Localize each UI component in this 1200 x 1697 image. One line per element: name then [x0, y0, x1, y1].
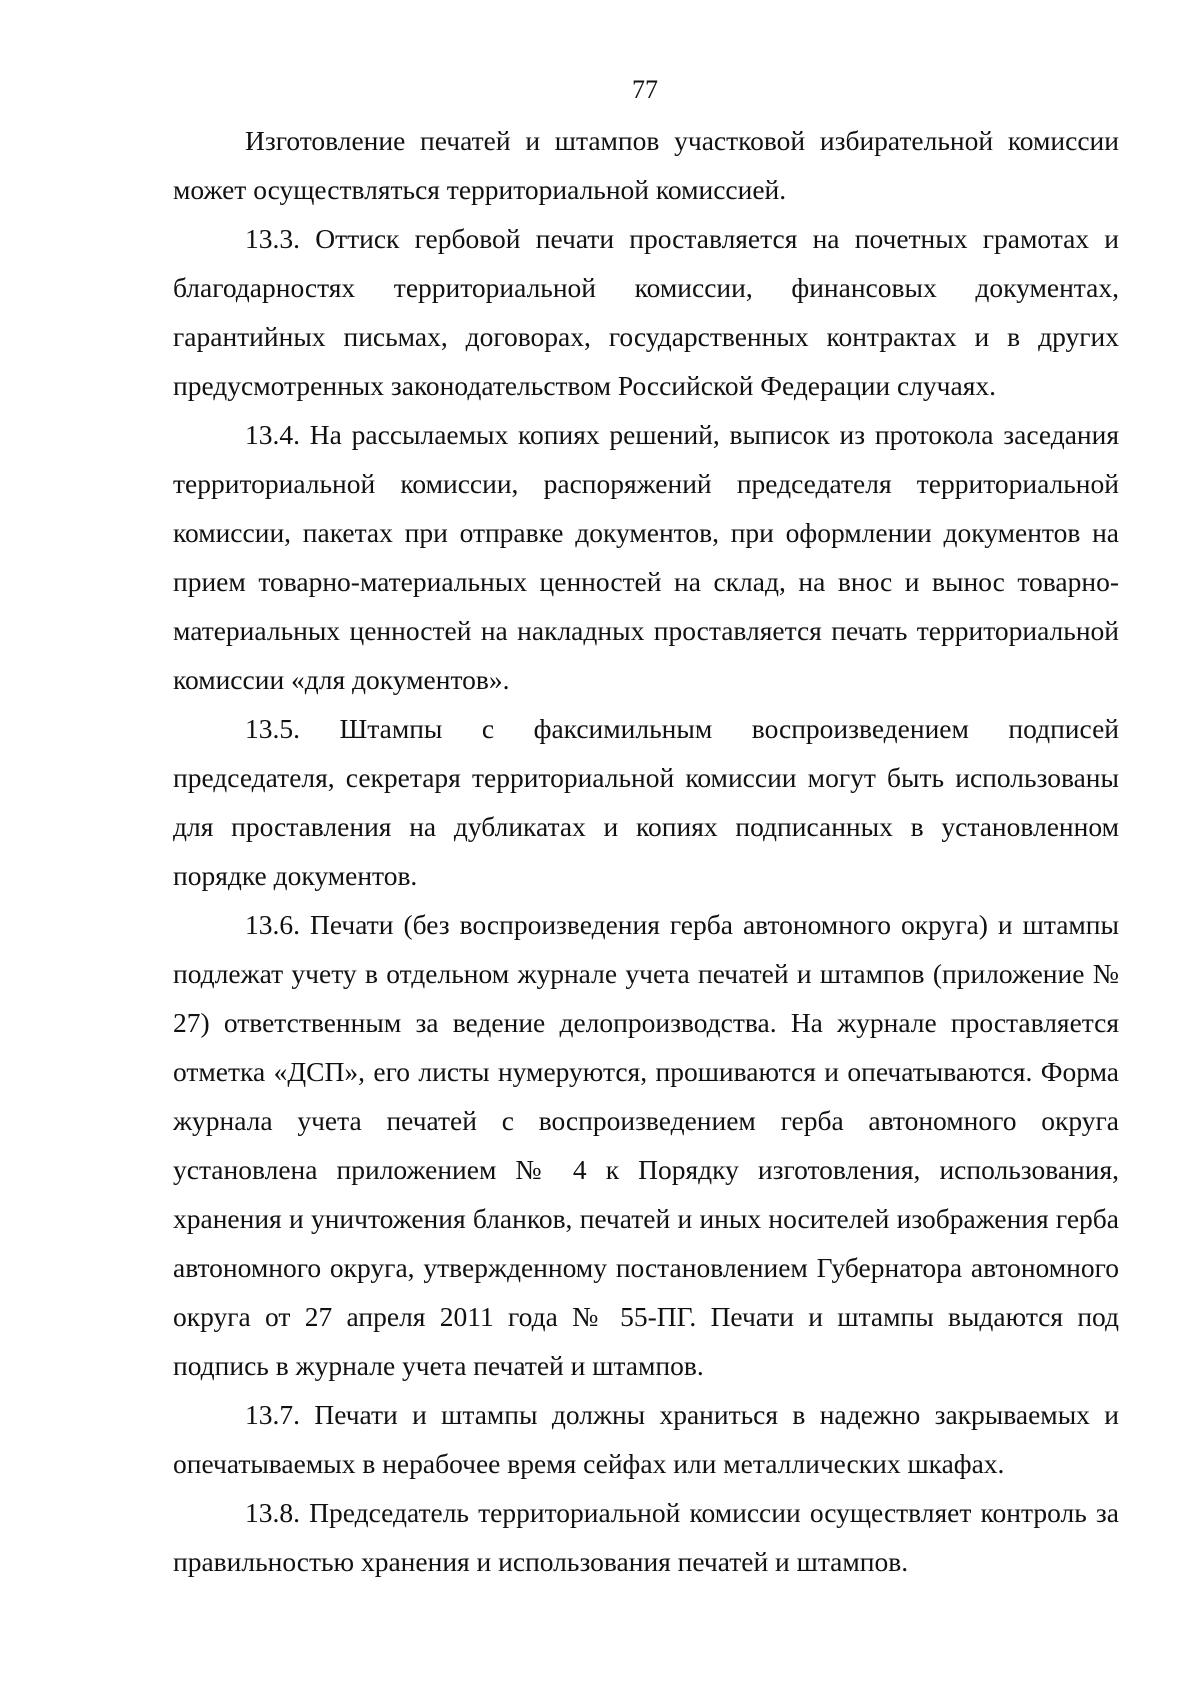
- document-body: [173, 116, 1119, 1586]
- paragraph-intro: Изготовление печатей и штампов участковой избирательной комиссии может осуществляться территориальной комиссией.: [173, 125, 1119, 205]
- paragraph-13-4: 13.4. На рассылаемых копиях решений, выписок из протокола заседания территориальной комиссии, распоряжений председателя территориальной комиссии, пакетах при отправке документов, при оформлении документов на прием товарно-материальных ценностей на склад, на внос и вынос товарно-материальных ценностей на накладных проставляется печать территориальной комиссии «для документов».: [173, 419, 1119, 695]
- paragraph-13-8: 13.8. Председатель территориальной комиссии осуществляет контроль за правильностью хранения и использования печатей и штампов.: [173, 1497, 1119, 1577]
- paragraph-13-5: 13.5. Штампы с факсимильным воспроизведением подписей председателя, секретаря территориальной комиссии могут быть использованы для проставления на дубликатах и копиях подписанных в установленном порядке документов.: [173, 713, 1119, 891]
- paragraph-13-6: 13.6. Печати (без воспроизведения герба автономного округа) и штампы подлежат учету в отдельном журнале учета печатей и штампов (приложение № 27) ответственным за ведение делопроизводства. На журнале проставляется отметка «ДСП», его листы нумеруются, прошиваются и опечатываются. Форма журнала учета печатей с воспроизведением герба автономного округа установлена приложением № 4 к Порядку изготовления, использования, хранения и уничтожения бланков, печатей и иных носителей изображения герба автономного округа, утвержденному постановлением Губернатора автономного округа от 27 апреля 2011 года № 55-ПГ. Печати и штампы выдаются под подпись в журнале учета печатей и штампов.: [173, 909, 1119, 1381]
- paragraph-13-7: 13.7. Печати и штампы должны храниться в надежно закрываемых и опечатываемых в нерабочее время сейфах или металлических шкафах.: [173, 1399, 1119, 1479]
- paragraph-13-3: 13.3. Оттиск гербовой печати проставляется на почетных грамотах и благодарностях территориальной комиссии, финансовых документах, гарантийных письмах, договорах, государственных контрактах и в других предусмотренных законодательством Российской Федерации случаях.: [173, 223, 1119, 401]
- page-number: 77: [632, 75, 658, 104]
